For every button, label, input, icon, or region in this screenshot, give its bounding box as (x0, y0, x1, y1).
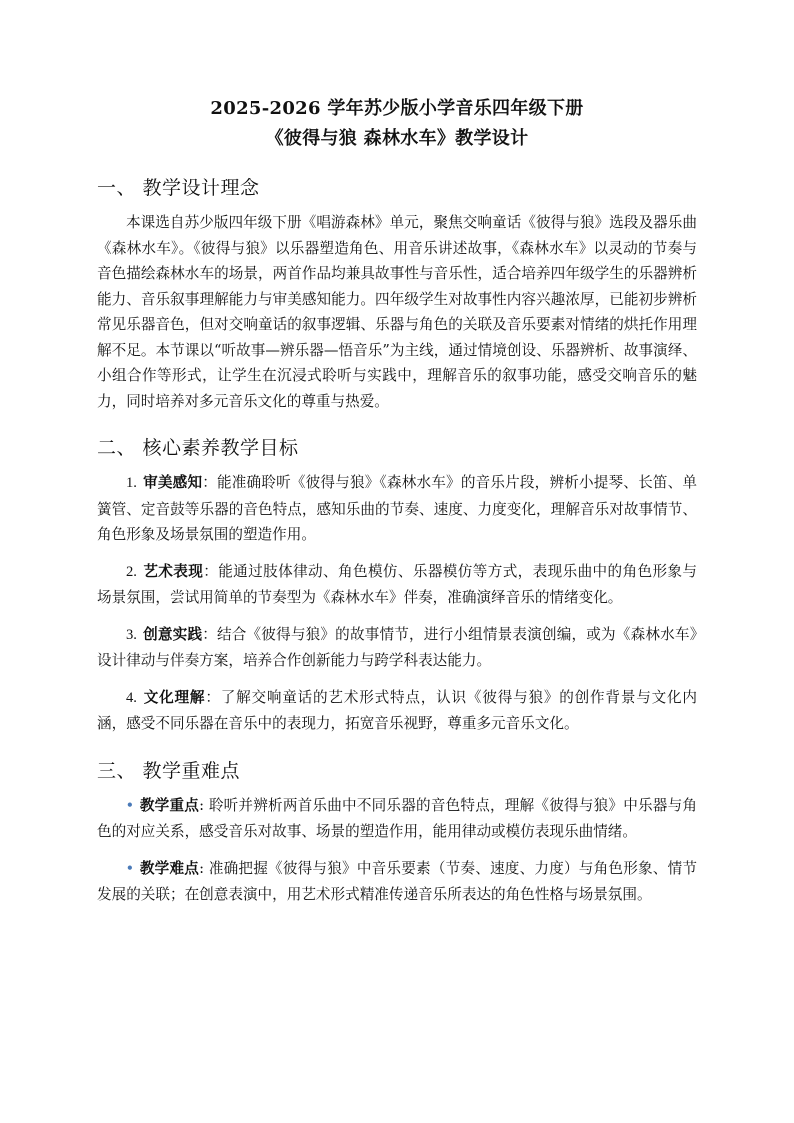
section-heading: 二、 核心素养教学目标 (97, 437, 299, 459)
difficult-point-item (97, 856, 697, 908)
key-point-label: 教学重点 (139, 796, 200, 814)
bullet-icon: • (126, 797, 134, 812)
document-title (97, 94, 697, 154)
section-design-philosophy (97, 174, 697, 414)
section-heading: 三、 教学重难点 (97, 759, 241, 782)
objective-number: 2. (126, 563, 137, 580)
objective-label: 艺术表现 (142, 562, 204, 580)
objective-number: 3. (126, 626, 137, 643)
bullet-icon: • (126, 860, 134, 875)
objective-item (97, 559, 697, 611)
objective-number: 4. (126, 689, 137, 706)
section-heading: 一、 教学设计理念 (97, 177, 260, 199)
objective-label: 文化理解 (142, 688, 206, 706)
objective-item (97, 470, 697, 548)
objective-label: 审美感知 (142, 474, 203, 491)
objective-text: ：能通过肢体律动、角色模仿、乐器模仿等方式，表现乐曲中的角色形象与场景氛围，尝试用简单的节奏型为《森林水车》伴奏，准确演绎音乐的情绪变化。 (97, 562, 697, 606)
objective-text: ：了解交响童话的艺术形式特点，认识《彼得与狼》的创作背景与文化内涵，感受不同乐器在音乐中的表现力，拓宽音乐视野，尊重多元音乐文化。 (97, 688, 697, 732)
key-point-item (97, 793, 697, 845)
objective-number: 1. (126, 475, 137, 491)
difficult-point-label: 教学难点 (139, 859, 200, 877)
objective-text: ：结合《彼得与狼》的故事情节，进行小组情景表演创编，或为《森林水车》设计律动与伴奏方案，培养合作创新能力与跨学科表达能力。 (97, 625, 697, 669)
section-key-difficult-points (97, 757, 697, 908)
title-line-1: 2025-2026 学年苏少版小学音乐四年级下册 (210, 98, 584, 119)
title-line-2: 《彼得与狼 森林水车》教学设计 (265, 128, 529, 149)
objective-item (97, 685, 697, 737)
section-paragraph: 本课选自苏少版四年级下册《唱游森林》单元，聚焦交响童话《彼得与狼》选段及器乐曲《森林水车》。《彼得与狼》以乐器塑造角色、用音乐讲述故事，《森林水车》以灵动的节奏与音色描绘森林水车的场景，两首作品均兼具故事性与音乐性，适合培养四年级学生的乐器辨析能力、音乐叙事理解能力与审美感知能力。四年级学生对故事性内容兴趣浓厚，已能初步辨析常见乐器音色，但对交响童话的叙事逻辑、乐器与角色的关联及音乐要素对情绪的烘托作用理解不足。本节课以“听故事—辨乐器—悟音乐”为主线，通过情境创设、乐器辨析、故事演绎、小组合作等形式，让学生在沉浸式聆听与实践中，理解音乐的叙事功能，感受交响音乐的魅力，同时培养对多元音乐文化的尊重与热爱。 (97, 214, 697, 410)
objective-label: 创意实践 (142, 625, 203, 643)
section-core-objectives (97, 434, 697, 737)
difficult-point-text: : 准确把握《彼得与狼》中音乐要素（节奏、速度、力度）与角色形象、情节发展的关联；在创意表演中，用艺术形式精准传递音乐所表达的角色性格与场景氛围。 (97, 859, 697, 903)
objective-item (97, 622, 697, 674)
objective-text: ：能准确聆听《彼得与狼》《森林水车》的音乐片段，辨析小提琴、长笛、单簧管、定音鼓等乐器的音色特点，感知乐曲的节奏、速度、力度变化，理解音乐对故事情节、角色形象及场景氛围的塑造作用。 (97, 474, 697, 543)
key-point-text: : 聆听并辨析两首乐曲中不同乐器的音色特点，理解《彼得与狼》中乐器与角色的对应关系，感受音乐对故事、场景的塑造作用，能用律动或模仿表现乐曲情绪。 (97, 796, 697, 840)
